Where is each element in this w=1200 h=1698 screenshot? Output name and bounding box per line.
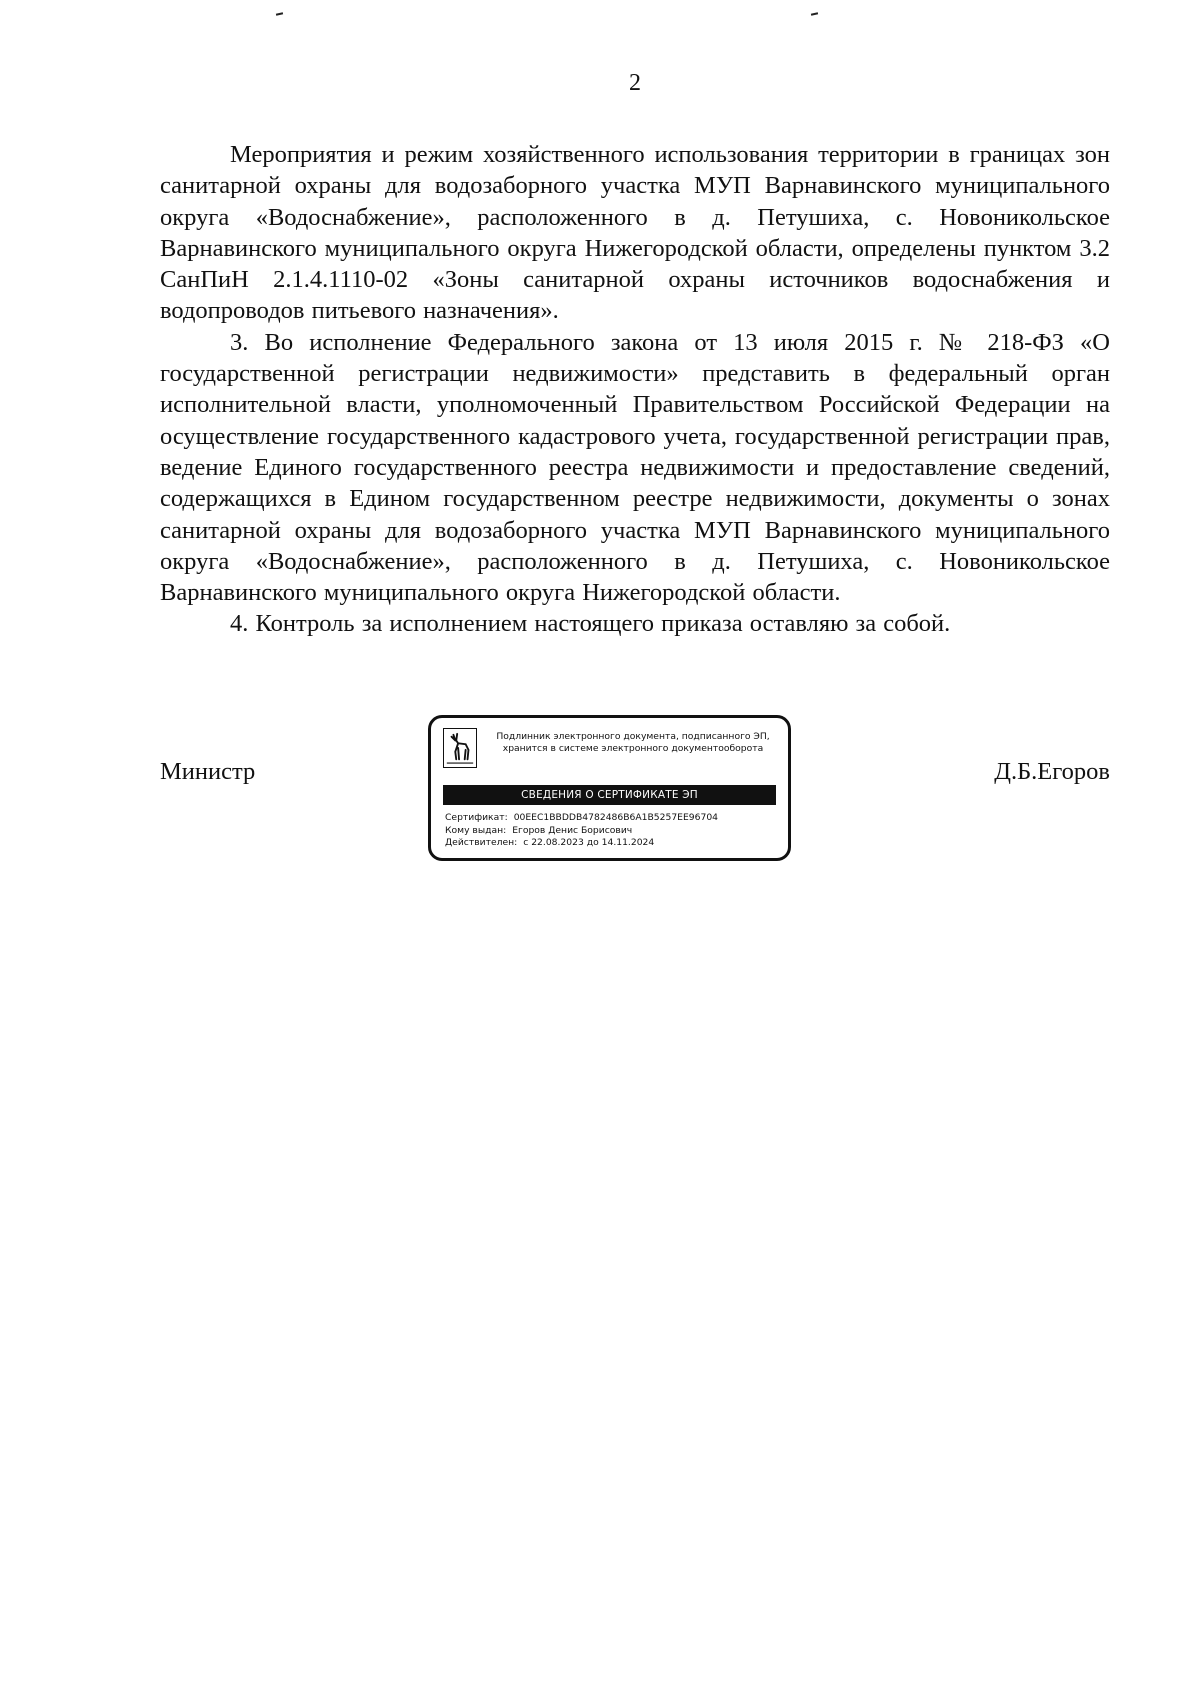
deer-coat-of-arms-icon	[443, 728, 477, 768]
issued-to-label: Кому выдан:	[445, 824, 507, 836]
stamp-details	[445, 812, 780, 850]
certificate-label: Сертификат:	[445, 812, 508, 823]
valid-label: Действителен:	[445, 837, 518, 848]
scan-mark-right	[811, 12, 818, 15]
signer-name: Д.Б.Егоров	[994, 758, 1110, 785]
stamp-header	[483, 731, 783, 755]
paragraph-control: 4. Контроль за исполнением настоящего приказа оставляю за собой.	[230, 610, 951, 638]
stamp-header-line2: хранится в системе электронного документооборота	[502, 743, 764, 754]
issued-to-row	[445, 825, 780, 838]
certificate-value: 00EEC1BBDDB4782486B6A1B5257EE96704	[513, 812, 719, 823]
issued-to-value: Егоров Денис Борисович	[512, 824, 633, 836]
signature-block	[160, 715, 1110, 875]
paragraph-sanitary-measures: Мероприятия и режим хозяйственного использования территории в границах зон санитарной охраны для водозаборного участка МУП Варнавинского муниципального округа «Водоснабжение», расположенного в д. Петушиха, с. Новоникольское Варнавинского муниципального округа Нижегородской области, определены пунктом 3.2 СанПиН 2.1.4.1110-02 «Зоны санитарной охраны источников водоснабжения и водопроводов питьевого назначения».	[160, 141, 1110, 325]
stamp-title-bar: СВЕДЕНИЯ О СЕРТИФИКАТЕ ЭП	[443, 785, 776, 805]
stamp-header-line1: Подлинник электронного документа, подписанного ЭП,	[496, 731, 770, 742]
certificate-row	[445, 812, 780, 825]
valid-value: с 22.08.2023 до 14.11.2024	[523, 837, 655, 848]
valid-row	[445, 837, 780, 850]
deer-emblem-svg	[444, 729, 476, 767]
document-body	[160, 139, 1110, 640]
scan-mark-left	[276, 12, 283, 15]
signer-position: Министр	[160, 758, 256, 785]
paragraph-registration: 3. Во исполнение Федерального закона от 13 июля 2015 г. № 218-ФЗ «О государственной регистрации недвижимости» представить в федеральный орган исполнительной власти, уполномоченный Правительством Российской Федерации на осуществление государственного кадастрового учета, государственной регистрации прав, ведение Единого государственного реестра недвижимости и предоставление сведений, содержащихся в Едином государственном реестре недвижимости, документы о зонах санитарной охраны для водозаборного участка МУП Варнавинского муниципального округа «Водоснабжение», расположенного в д. Петушиха, с. Новоникольское Варнавинского муниципального округа Нижегородской области.	[160, 328, 1110, 607]
electronic-signature-stamp	[428, 715, 791, 861]
page-number: 2	[629, 70, 641, 96]
